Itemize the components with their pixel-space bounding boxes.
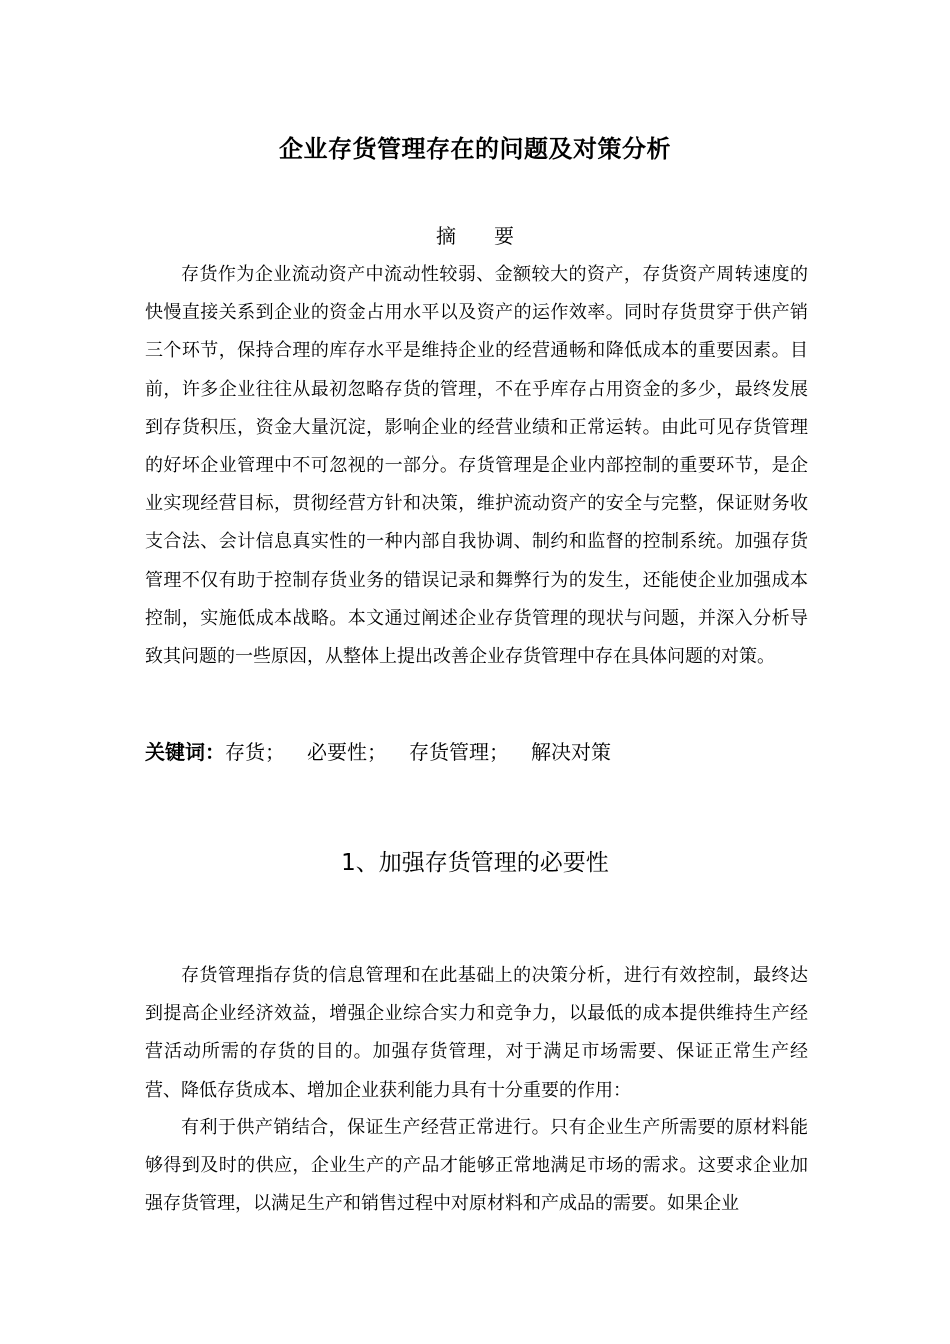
body-paragraph: 存货管理指存货的信息管理和在此基础上的决策分析，进行有效控制，最终达到提高企业经济效益，增强企业综合实力和竞争力，以最低的成本提供维持生产经营活动所需的存货的目的。加强存货管理，对于满足市场需要、保证正常生产经营、降低存货成本、增加企业获利能力具有十分重要的作用： [145, 965, 808, 1101]
keywords-line [145, 734, 633, 770]
section-heading: 1、加强存货管理的必要性 [341, 850, 609, 876]
abstract-heading: 摘要 [436, 224, 552, 248]
keyword-item: 解决对策 [531, 740, 611, 764]
keyword-item: 存货； [225, 740, 285, 764]
body-paragraph: 有利于供产销结合，保证生产经营正常进行。只有企业生产所需要的原材料能够得到及时的供应，企业生产的产品才能够正常地满足市场的需求。这要求企业加强存货管理，以满足生产和销售过程中对原材料和产成品的需要。如果企业 [145, 1117, 808, 1215]
abstract-paragraph: 存货作为企业流动资产中流动性较弱、金额较大的资产，存货资产周转速度的快慢直接关系到企业的资金占用水平以及资产的运作效率。同时存货贯穿于供产销三个环节，保持合理的库存水平是维持企业的经营通畅和降低成本的重要因素。目前，许多企业往往从最初忽略存货的管理，不在乎库存占用资金的多少，最终发展到存货积压，资金大量沉淀，影响企业的经营业绩和正常运转。由此可见存货管理的好坏企业管理中不可忽视的一部分。存货管理是企业内部控制的重要环节，是企业实现经营目标，贯彻经营方针和决策，维护流动资产的安全与完整，保证财务收支合法、会计信息真实性的一种内部自我协调、制约和监督的控制系统。加强存货管理不仅有助于控制存货业务的错误记录和舞弊行为的发生，还能使企业加强成本控制，实施低成本战略。本文通过阐述企业存货管理的现状与问题，并深入分析导致其问题的一些原因，从整体上提出改善企业存货管理中存在具体问题的对策。 [145, 264, 808, 668]
keyword-item: 必要性； [307, 740, 387, 764]
keywords-label: 关键词： [145, 740, 225, 764]
keyword-item: 存货管理； [409, 740, 509, 764]
document-title: 企业存货管理存在的问题及对策分析 [279, 135, 671, 163]
